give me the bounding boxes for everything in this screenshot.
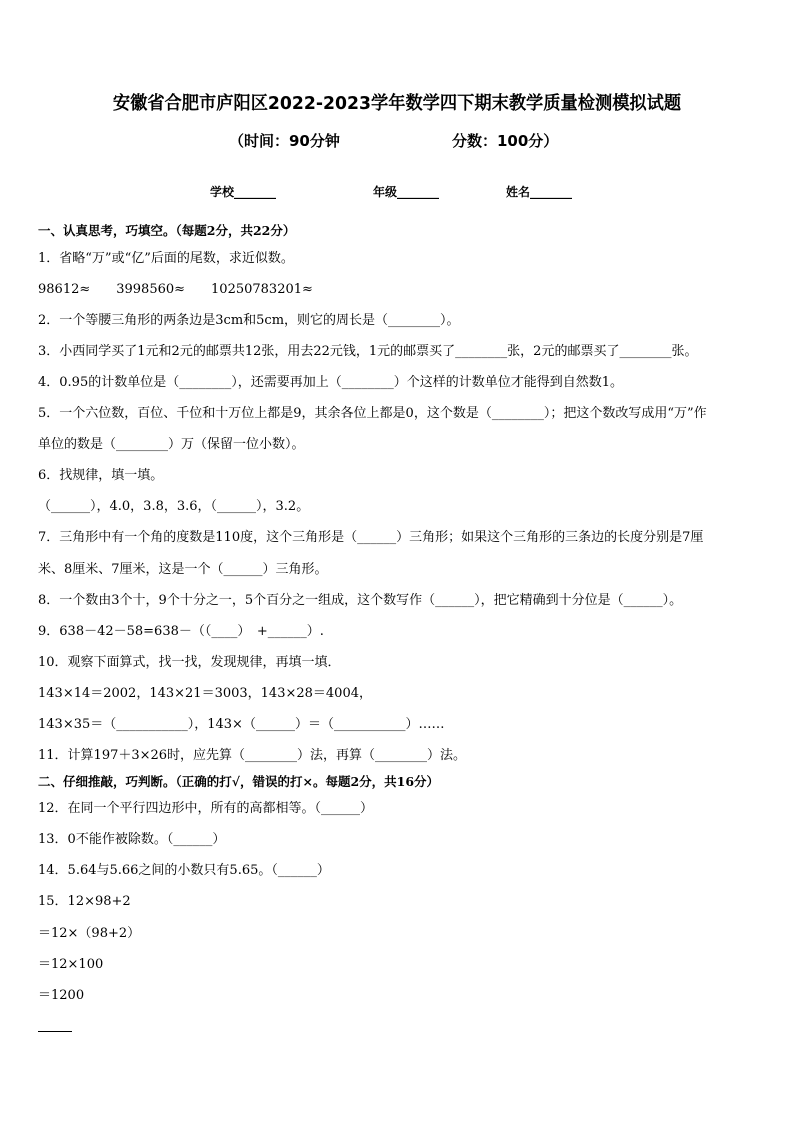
question-11: 11．计算197＋3×26时，应先算（________）法，再算（________）法。 — [38, 748, 467, 763]
question-3: 3．小西同学买了1元和2元的邮票共12张，用去22元钱，1元的邮票买了________张，2元的邮票买了________张。 — [38, 344, 698, 359]
question-5-line-2: 单位的数是（________）万（保留一位小数）。 — [38, 437, 305, 452]
question-1-items: 98612≈ 3998560≈ 10250783201≈ — [38, 282, 313, 297]
question-10-blanks: 143×35＝（___________），143×（______）＝（___________）…… — [38, 717, 445, 732]
question-8: 8．一个数由3个十，9个十分之一，5个百分之一组成，这个数写作（______），把它精确到十分位是（______）。 — [38, 593, 683, 608]
question-13: 13．0不能作被除数。（______） — [38, 832, 226, 847]
question-4: 4．0.95的计数单位是（________），还需要再加上（________）个这样的计数单位才能得到自然数1。 — [38, 375, 623, 390]
question-15-step-2: ＝12×100 — [38, 957, 104, 972]
question-6-sequence: （______），4.0，3.8，3.6，（______），3.2。 — [38, 499, 310, 514]
time-label: （时间：90分钟 — [229, 132, 340, 150]
question-15-step-1: ＝12×（98+2） — [38, 926, 141, 941]
question-15-step-3: ＝1200 — [38, 988, 85, 1003]
question-10: 10．观察下面算式，找一找，发现规律，再填一填． — [38, 655, 341, 670]
question-9: 9．638－42－58=638－（（____） +______）. — [38, 624, 324, 639]
section-1-heading: 一、认真思考，巧填空。（每题2分，共22分） — [38, 223, 296, 238]
question-5-line-1: 5．一个六位数，百位、千位和十万位上都是9，其余各位上都是0，这个数是（________）；把这个数改写成用“万”作 — [38, 406, 707, 421]
question-1: 1．省略“万”或“亿”后面的尾数，求近似数。 — [38, 251, 294, 266]
section-2-heading: 二、仔细推敲，巧判断。（正确的打√，错误的打×。每题2分，共16分） — [38, 774, 440, 789]
grade-field: 年级_______ — [373, 185, 440, 199]
question-7-line-2: 米、8厘米、7厘米，这是一个（______）三角形。 — [38, 562, 328, 577]
answer-blank-line — [38, 1031, 72, 1032]
name-field: 姓名_______ — [506, 185, 573, 199]
question-12: 12．在同一个平行四边形中，所有的高都相等。（______） — [38, 801, 374, 816]
question-15: 15．12×98+2 — [38, 894, 131, 909]
question-10-examples: 143×14＝2002，143×21＝3003，143×28＝4004， — [38, 686, 372, 701]
question-7-line-1: 7．三角形中有一个角的度数是110度，这个三角形是（______）三角形；如果这个三角形的三条边的长度分别是7厘 — [38, 530, 704, 545]
question-2: 2．一个等腰三角形的两条边是3cm和5cm，则它的周长是（________）。 — [38, 313, 460, 328]
question-6: 6．找规律，填一填。 — [38, 468, 164, 483]
exam-title: 安徽省合肥市庐阳区2022-2023学年数学四下期末教学质量检测模拟试题 — [112, 93, 682, 114]
question-14: 14．5.64与5.66之间的小数只有5.65。（______） — [38, 863, 330, 878]
school-field: 学校_______ — [210, 185, 277, 199]
score-label: 分数：100分） — [452, 132, 559, 150]
